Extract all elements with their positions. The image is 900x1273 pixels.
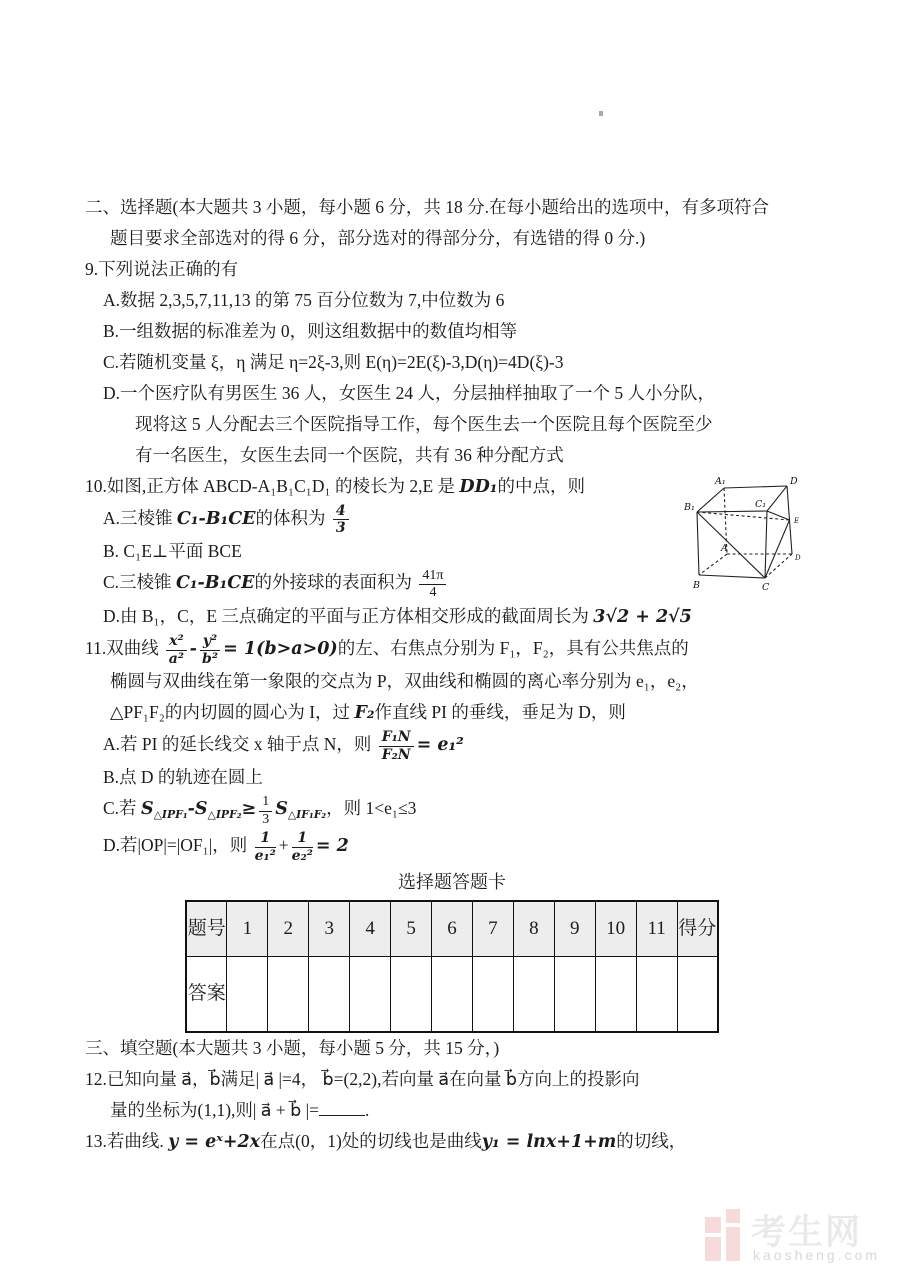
q11c-s1: S [140,799,154,820]
q13-mid: 在点(0，1)处的切线也是曲线 [260,1131,482,1152]
question-9-option-d-line3: 有一名医生，女医生去同一个医院，共有 36 种分配方式 [135,445,564,465]
q11a-frac-den: F₂N [381,746,411,763]
answer-cell-10 [595,957,636,1033]
cube-label-a1: A₁ [715,476,726,487]
q10d-math: 3√2 + 2√5 [593,607,692,628]
answer-card-col-10: 10 [595,901,636,957]
q11a-post: = e₁² [416,735,464,756]
exam-body [85,192,827,1158]
answer-card-qlabel: 题号 [186,901,227,957]
answer-card-alabel: 答案 [186,957,227,1033]
q11c-frac-num: 1 [259,795,272,812]
answer-cell-11 [636,957,677,1033]
q12-line2-end: . [364,1100,370,1121]
answer-card-col-6: 6 [432,901,473,957]
question-11-line2: 椭圆与双曲线在第一象限的交点为 P，双曲线和椭圆的离心率分别为 e₁，e₂， [110,671,699,692]
q11-line3-math: F₂ [354,703,375,724]
section2-header-line2: 题目要求全部选对的得 6 分，部分选对的得部分分，有选错的得 0 分.) [110,228,646,248]
watermark-site-domain: kaosheng.com [753,1247,881,1263]
answer-card-col-7: 7 [472,901,513,957]
answer-cell-8 [513,957,554,1033]
kaosheng-logo-icon [703,1203,747,1265]
q12-answer-blank [319,1098,365,1117]
answer-cell-4 [350,957,391,1033]
question-9-option-d-line2: 现将这 5 人分配去三个医院指导工作，每个医生去一个医院且每个医院至少 [135,414,713,434]
q10c-frac-den: 4 [429,585,437,601]
q10a-frac-num: 4 [333,504,349,521]
q11-frac-x-num: x² [166,634,186,651]
q11-minus: - [189,639,197,660]
q11-line3-text: △PF₁F₂的内切圆的圆心为 I，过 [110,702,355,723]
q11-eq-paren: = 1(b>a>0) [223,639,338,660]
question-9-option-c: C.若随机变量 ξ，η 满足 η=2ξ-3,则 E(η)=2E(ξ)-3,D(η)=4D(ξ)-3 [103,352,564,372]
answer-cell-1 [227,957,268,1033]
q10-stem-math: DD₁ [459,477,498,497]
q11-stem-post: 的左、右焦点分别为 F₁，F₂，具有公共焦点的 [337,638,689,659]
q11-frac-y-num: y² [200,634,220,651]
cube-label-e: E [794,517,800,525]
section2-header-line1: 二、选择题(本大题共 3 小题，每小题 6 分，共 18 分.在每小题给出的选项中，有多项符合 [85,197,769,217]
question-10-option-d [85,601,827,633]
cube-label-a: A [721,543,728,554]
q11d-fraction2 [292,831,313,863]
answer-card-table [185,900,719,1033]
q11c-sub2: △IPF₂ [207,808,242,822]
q11c-fraction [259,795,272,827]
q11c-sub3: △IF₁F₂ [287,808,327,822]
stray-scan-mark [599,111,603,116]
q11d-text: D.若|OP|=|OF₁|，则 [103,835,252,856]
cube-label-b1: B₁ [684,502,695,513]
question-11-option-c [85,793,827,830]
q11d-frac1-den: e₁² [254,847,276,864]
q11a-fraction [379,730,414,762]
q11a-text: A.若 PI 的延长线交 x 轴于点 N，则 [103,734,376,755]
q13-math2: y₁ = lnx+1+m [481,1132,617,1153]
q11-line3-post: 作直线 PI 的垂线，垂足为 D，则 [374,702,626,723]
answer-cell-7 [472,957,513,1033]
q11-frac-y-den: b² [202,650,218,667]
q10c-mid: 的外接球的表面积为 [254,572,417,593]
question-9-option-b: B.一组数据的标准差为 0，则这组数据中的数值均相等 [103,321,518,341]
cube-label-c1: C₁ [755,499,767,510]
q11c-s3: S [275,799,288,820]
q13-post: 的切线， [616,1131,687,1152]
answer-card [185,867,719,1033]
q11-frac-y [200,634,220,666]
question-12-line2 [85,1095,827,1126]
q10c-text: C.三棱锥 [103,572,176,593]
answer-card-col-2: 2 [268,901,309,957]
cube-label-d1: D [790,476,798,487]
q10a-mid: 的体积为 [255,508,330,528]
question-9-option-a: A.数据 2,3,5,7,11,13 的第 75 百分位数为 7,中位数为 6 [103,290,505,310]
answer-card-col-1: 1 [227,901,268,957]
question-11-stem [85,633,827,666]
q10c-frac-num: 41π [419,569,446,586]
question-10-option-b: B. C₁E⊥平面 BCE [103,541,242,562]
cube-label-c: C [762,582,770,593]
cube-label-b: B [693,580,700,591]
answer-card-answer-row [186,957,718,1033]
q10a-math: C₁-B₁CE [176,509,256,529]
q10d-text: D.由 B₁，C，E 三点确定的平面与正方体相交形成的截面周长为 [103,606,594,627]
question-13-line [85,1126,827,1158]
answer-cell-6 [432,957,473,1033]
question-11-option-a [85,729,827,762]
answer-cell-score [677,957,718,1033]
q11c-geq: ≥ [241,799,257,820]
answer-card-col-9: 9 [554,901,595,957]
question-9-stem: 9.下列说法正确的有 [85,259,239,279]
question-11-option-d [85,830,827,863]
q11d-post: = 2 [315,836,349,857]
q11c-sub1: △IPF₁ [153,808,188,822]
answer-card-score-label: 得分 [677,901,718,957]
q11a-frac-num: F₁N [379,730,414,747]
answer-cell-5 [391,957,432,1033]
q11d-fraction1 [255,831,276,863]
q11c-s2: -S [187,799,208,820]
question-11-line3 [85,697,827,729]
section3-header: 三、填空题(本大题共 3 小题，每小题 5 分，共 15 分，) [85,1038,500,1059]
q10a-frac-den: 3 [335,520,346,537]
kaosheng-watermark [703,1203,895,1269]
q11c-post: ，则 1<e₁≤3 [326,798,417,819]
q10c-fraction [419,569,446,601]
answer-card-col-8: 8 [513,901,554,957]
q12-line2-text: 量的坐标为(1,1),则| a⃗ + b⃗ |= [110,1100,319,1121]
watermark-site-name: 考生网 [751,1213,863,1252]
q10c-math: C₁-B₁CE [175,573,255,594]
answer-card-col-4: 4 [350,901,391,957]
q11d-frac2-den: e₂² [291,847,313,864]
answer-cell-3 [309,957,350,1033]
q11-frac-x [166,634,186,666]
q11d-frac1-num: 1 [255,831,276,848]
q11d-plus: + [278,835,289,856]
question-12-line1: 12.已知向量 a⃗，b⃗满足| a⃗ |=4， b⃗=(2,2),若向量 a⃗在向量 b⃗方向上的投影向 [85,1069,640,1090]
q13-text: 13.若曲线. [85,1131,169,1152]
q10-stem-text: 10.如图,正方体 ABCD-A₁B₁C₁D₁ 的棱长为 2,E 是 [85,476,460,496]
q11c-frac-den: 3 [262,811,270,827]
answer-cell-9 [554,957,595,1033]
cube-label-d: D [795,554,801,562]
q11-stem-text: 11.双曲线 [85,638,164,659]
answer-cell-2 [268,957,309,1033]
answer-card-title: 选择题答题卡 [398,872,506,893]
answer-card-header-row [186,901,718,957]
q11d-frac2-num: 1 [292,831,313,848]
answer-card-col-5: 5 [391,901,432,957]
q10-stem-post: 的中点，则 [497,476,585,496]
question-11-option-b: B.点 D 的轨迹在圆上 [103,767,263,788]
q11-frac-x-den: a² [168,650,184,667]
q13-math1: y = eˣ+2x [168,1132,261,1153]
cube-figure [684,474,820,594]
q10a-text: A.三棱锥 [103,508,177,528]
q10a-fraction [333,504,349,536]
answer-card-col-11: 11 [636,901,677,957]
q11c-text: C.若 [103,798,141,819]
question-9-option-d-line1: D.一个医疗队有男医生 36 人，女医生 24 人，分层抽样抽取了一个 5 人小分队， [103,383,716,403]
answer-card-col-3: 3 [309,901,350,957]
